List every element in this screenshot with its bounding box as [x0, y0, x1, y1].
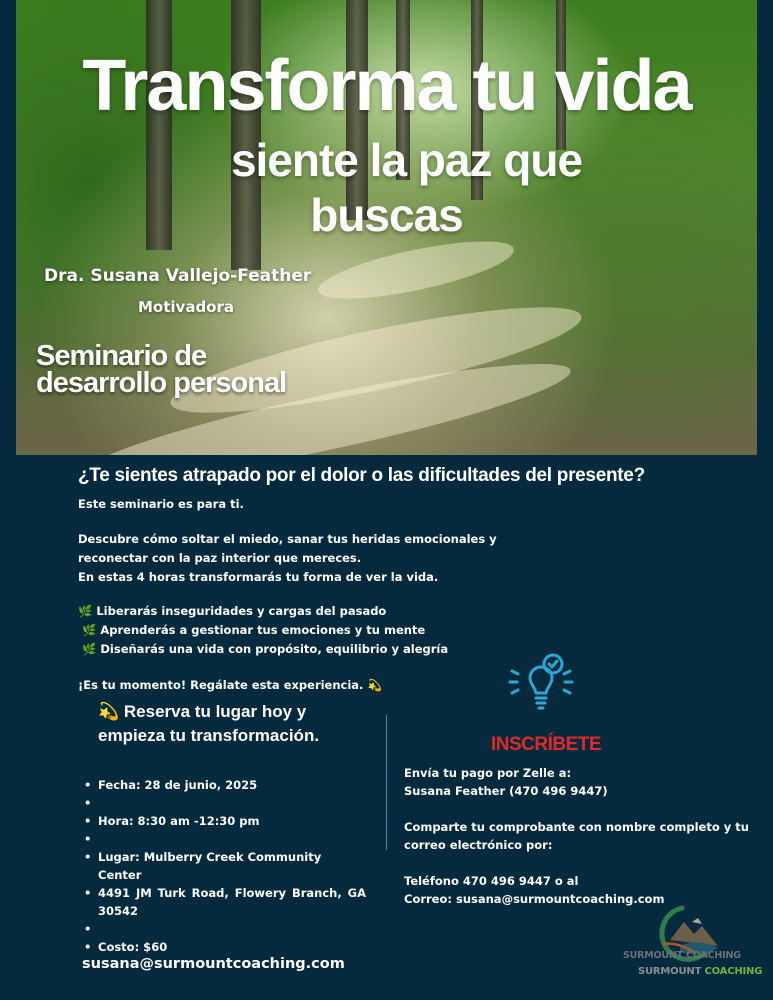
logo-overlay-text: SURMOUNT COACHING [623, 950, 741, 961]
contact-email-link[interactable]: susana@surmountcoaching.com [82, 956, 345, 972]
logo-wordmark [638, 966, 762, 977]
share-instructions [404, 818, 754, 854]
signup-heading: INSCRÍBETE [491, 734, 602, 755]
author-role: Motivadora [138, 298, 235, 316]
intro-paragraph-line: Descubre cómo soltar el miedo, sanar tus heridas emocionales y [78, 532, 497, 546]
hero-forest-image [16, 0, 757, 455]
hero-title: Transforma tu vida [82, 46, 691, 126]
contact-phone[interactable]: Teléfono 470 496 9447 o al [404, 874, 579, 888]
detail-address: • 4491 JM Turk Road, Flowery Branch, GA 30542 [84, 884, 366, 920]
reserve-line2: empieza tu transformación. [98, 726, 320, 745]
herb-icon: 🌿 [78, 604, 93, 618]
intro-for-you: Este seminario es para ti. [78, 497, 244, 511]
sparkle-icon: 💫 [367, 678, 382, 692]
moment-text [78, 676, 382, 695]
benefit-item [78, 640, 448, 659]
detail-date: • Fecha: 28 de junio, 2025 [84, 776, 366, 794]
logo-word1: SURMOUNT [638, 966, 702, 977]
detail-spacer [84, 920, 366, 938]
intro-paragraph-line: reconectar con la paz interior que mereces. [78, 551, 362, 565]
detail-place: • Lugar: Mulberry Creek Community Center [84, 848, 366, 884]
benefit-text: Aprenderás a gestionar tus emociones y tu mente [100, 623, 426, 637]
benefit-text: Diseñarás una vida con propósito, equilibrio y alegría [100, 642, 449, 656]
seminar-heading-line2: desarrollo personal [36, 367, 287, 399]
intro-question: ¿Te sientes atrapado por el dolor o las dificultades del presente? [78, 465, 645, 486]
reserve-line1 [98, 700, 358, 724]
benefit-item [78, 602, 448, 621]
benefit-item [78, 621, 448, 640]
lightbulb-check-icon [505, 650, 577, 722]
intro-paragraph-line: En estas 4 horas transformarás tu forma de ver la vida. [78, 570, 439, 584]
detail-cost: • Costo: $60 [84, 938, 366, 956]
reserve-text: Reserva tu lugar hoy y [123, 702, 307, 721]
author-name: Dra. Susana Vallejo-Feather [44, 266, 312, 286]
herb-icon: 🌿 [82, 623, 97, 637]
payment-recipient: Susana Feather (470 496 9447) [404, 784, 608, 798]
seminar-heading [36, 340, 356, 399]
benefits-list [78, 602, 448, 659]
reserve-callout [98, 700, 358, 748]
column-divider [386, 715, 387, 850]
detail-spacer [84, 830, 366, 848]
payment-line: Envía tu pago por Zelle a: [404, 766, 572, 780]
seminar-heading-line1: Seminario de [36, 340, 207, 372]
payment-instructions [404, 764, 754, 800]
herb-icon: 🌿 [82, 642, 97, 656]
moment-label: ¡Es tu momento! Regálate esta experiencia. [78, 678, 364, 692]
hero-subtitle-line2: buscas [310, 189, 463, 241]
detail-time: • Hora: 8:30 am -12:30 pm [84, 812, 366, 830]
sparkle-icon: 💫 [98, 702, 120, 721]
hero-subtitle-line1: siente la paz que [230, 134, 583, 186]
logo-word2: COACHING [704, 966, 763, 977]
contact-email[interactable]: Correo: susana@surmountcoaching.com [404, 892, 665, 906]
share-line: Comparte tu comprobante con nombre completo y tu [404, 820, 749, 834]
detail-spacer [84, 794, 366, 812]
intro-paragraph [78, 530, 538, 587]
event-details-list [84, 776, 366, 956]
benefit-text: Liberarás inseguridades y cargas del pasado [96, 604, 387, 618]
share-line: correo electrónico por: [404, 838, 553, 852]
